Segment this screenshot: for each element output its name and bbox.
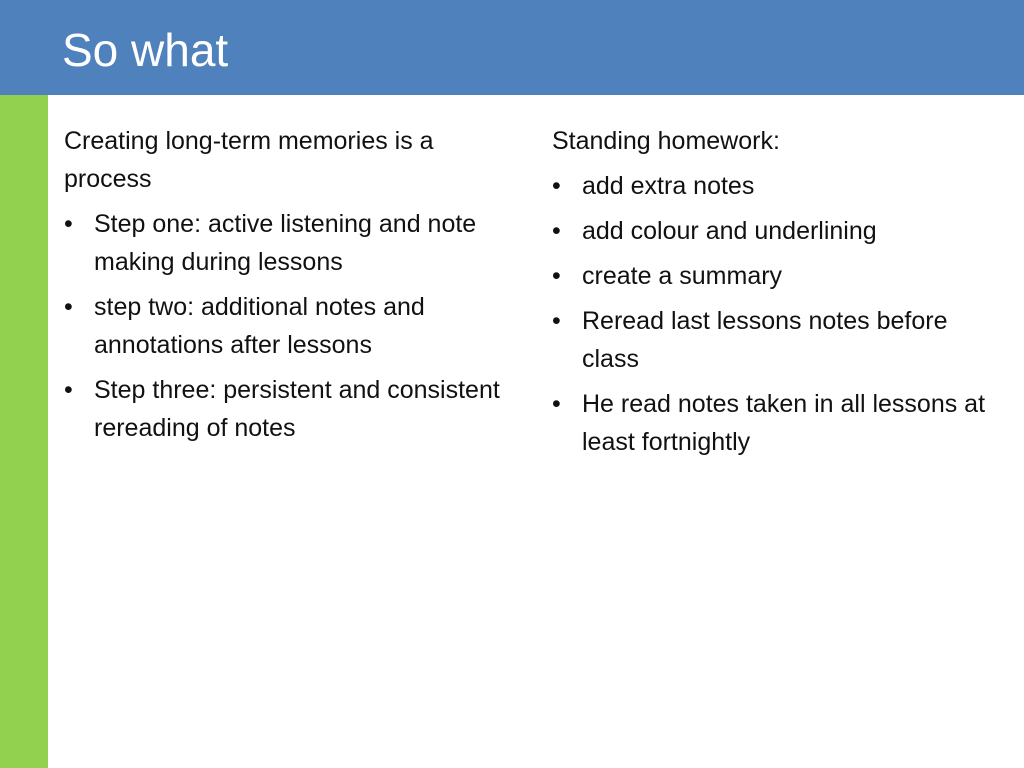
list-item [64, 288, 504, 364]
right-bullet-list [552, 167, 1002, 461]
bullet-icon: • [64, 293, 73, 321]
left-column [64, 122, 504, 454]
slide-title: So what [62, 24, 229, 76]
bullet-icon: • [552, 262, 561, 290]
list-item [552, 302, 1002, 378]
list-item-text: add colour and underlining [582, 217, 877, 245]
left-bullet-list [64, 205, 504, 447]
list-item [64, 205, 504, 281]
bullet-icon: • [64, 376, 73, 404]
list-item [552, 257, 1002, 295]
right-intro: Standing homework: [552, 127, 780, 155]
list-item [552, 385, 1002, 461]
right-column [552, 122, 1002, 468]
title-bar [0, 0, 1024, 95]
bullet-icon: • [64, 210, 73, 238]
list-item-text: add extra notes [582, 172, 755, 200]
list-item-text: Reread last lessons notes before class [582, 307, 948, 373]
bullet-icon: • [552, 172, 561, 200]
list-item [552, 212, 1002, 250]
bullet-icon: • [552, 217, 561, 245]
accent-sidebar [0, 95, 48, 768]
bullet-icon: • [552, 307, 561, 335]
list-item [64, 371, 504, 447]
list-item-text: Step three: persistent and consistent rereading of notes [94, 376, 500, 442]
list-item [552, 167, 1002, 205]
list-item-text: He read notes taken in all lessons at least fortnightly [582, 390, 986, 456]
bullet-icon: • [552, 390, 561, 418]
left-intro: Creating long-term memories is a process [64, 127, 434, 193]
list-item-text: step two: additional notes and annotations after lessons [94, 293, 425, 359]
list-item-text: Step one: active listening and note making during lessons [94, 210, 477, 276]
list-item-text: create a summary [582, 262, 783, 290]
